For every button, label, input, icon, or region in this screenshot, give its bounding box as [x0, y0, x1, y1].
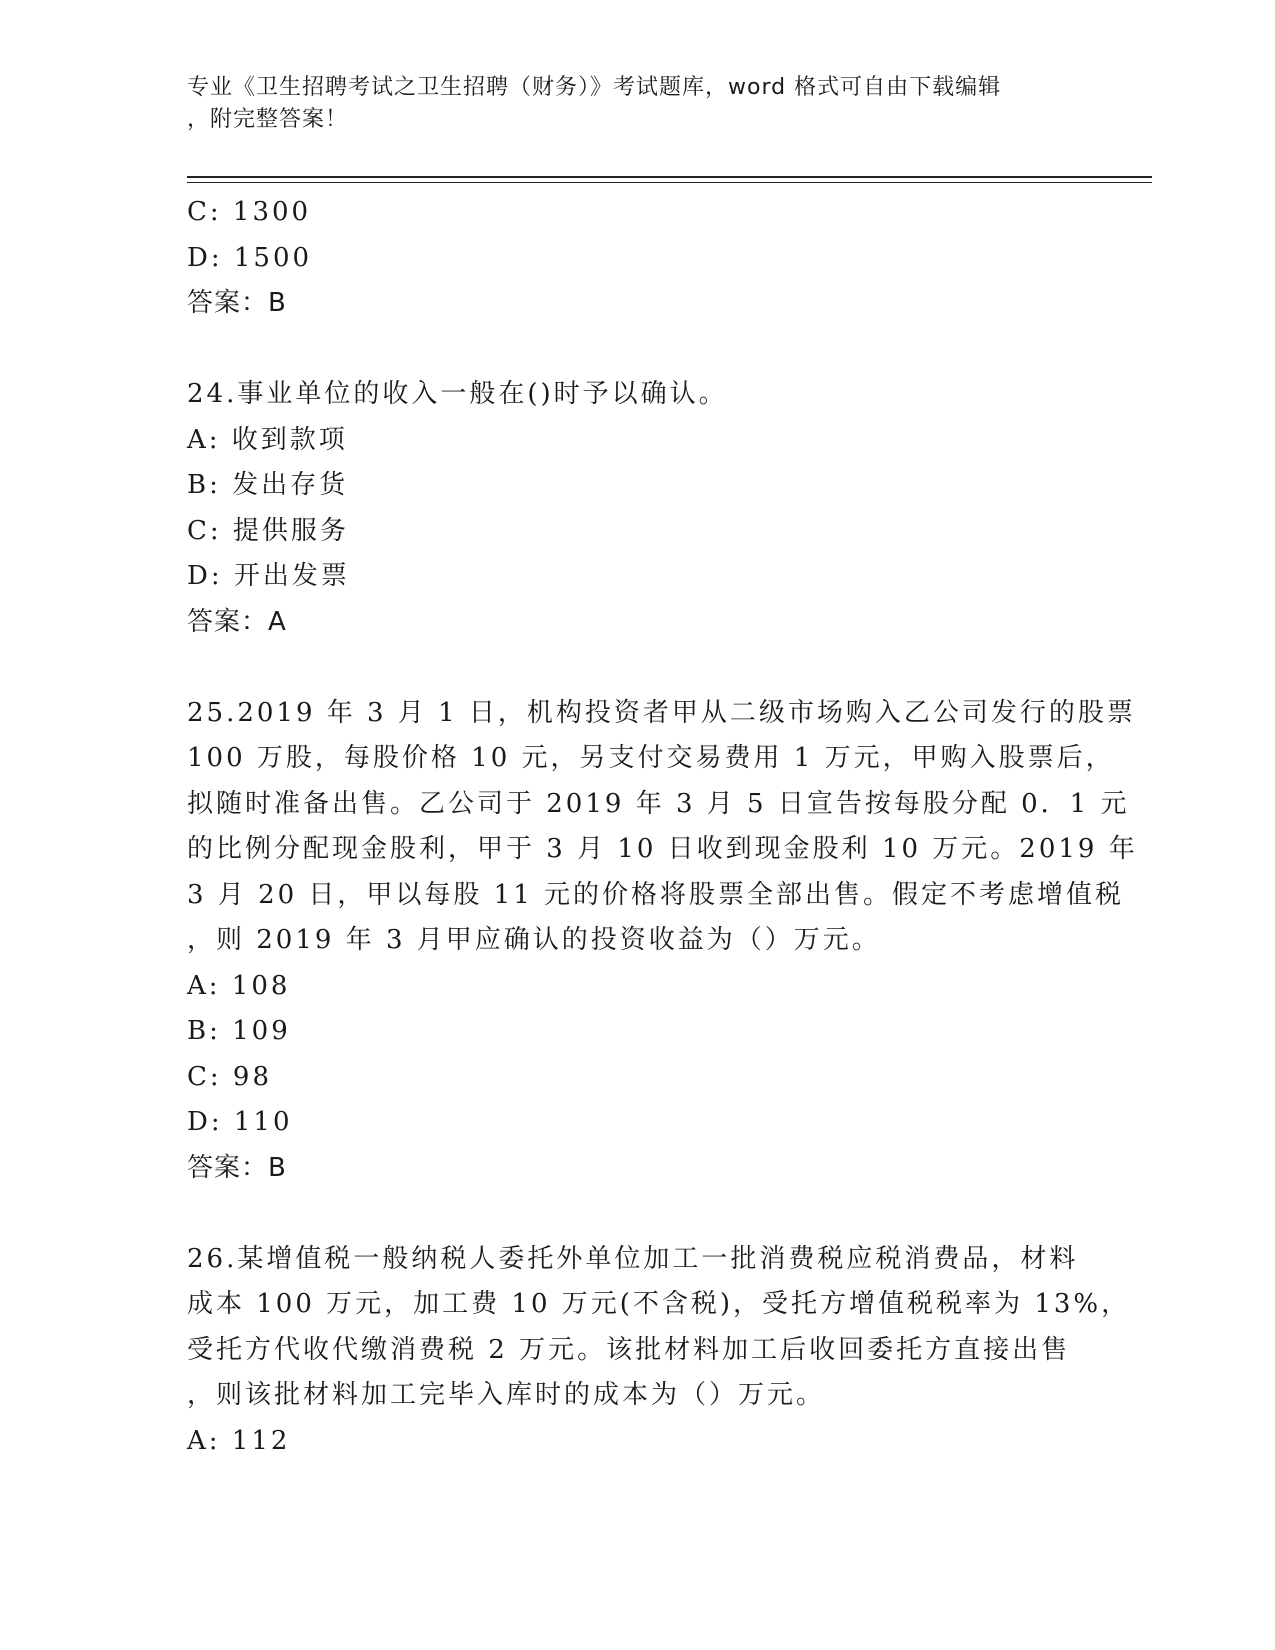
question-stem-line: 25.2019 年 3 月 1 日，机构投资者甲从二级市场购入乙公司发行的股票 — [187, 697, 1136, 728]
question-stem-line: ，则该批材料加工完毕入库时的成本为（）万元。 — [187, 1380, 826, 1410]
question-26 — [187, 1237, 1131, 1465]
question-25 — [187, 691, 1138, 1192]
question-content — [187, 190, 1138, 1464]
question-stem-line: 26.某增值税一般纳税人委托外单位加工一批消费税应税消费品，材料 — [187, 1243, 1079, 1274]
question-stem-line: 成本 100 万元，加工费 10 万元(不含税)，受托方增值税税率为 13%， — [187, 1289, 1131, 1319]
answer-line: 答案：B — [187, 1152, 287, 1183]
answer-line: 答案：A — [187, 606, 287, 637]
header-line-2: ，附完整答案！ — [187, 107, 349, 132]
prev-question — [187, 190, 1087, 327]
option-b: B: 发出存货 — [187, 470, 349, 500]
option-c: C: 98 — [187, 1061, 273, 1092]
option-d: D: 开出发票 — [187, 561, 350, 591]
answer-line: 答案：B — [187, 288, 287, 318]
header-rule-thick — [187, 176, 1152, 178]
question-stem-line: ，则 2019 年 3 月甲应确认的投资收益为（）万元。 — [187, 925, 881, 955]
question-stem-line: 100 万股，每股价格 10 元，另支付交易费用 1 万元，甲购入股票后， — [187, 743, 1115, 773]
spacer — [187, 645, 1087, 691]
question-stem-line: 拟随时准备出售。乙公司于 2019 年 3 月 5 日宣告按每股分配 0．1 元 — [187, 788, 1130, 819]
option-d: D: 1500 — [187, 242, 313, 273]
spacer — [187, 1191, 1087, 1237]
option-b: B: 109 — [187, 1016, 291, 1046]
question-stem: 24.事业单位的收入一般在()时予以确认。 — [187, 379, 728, 409]
option-a: A: 收到款项 — [187, 424, 348, 455]
option-c: C: 提供服务 — [187, 515, 349, 546]
header-line-1: 专业《卫生招聘考试之卫生招聘（财务）》考试题库，word 格式可自由下载编辑 — [187, 75, 1002, 100]
question-stem-line: 受托方代收代缴消费税 2 万元。该批材料加工后收回委托方直接出售 — [187, 1334, 1071, 1365]
header-rule-thin — [187, 182, 1152, 183]
option-a: A: 112 — [187, 1425, 291, 1456]
option-c: C: 1300 — [187, 197, 312, 227]
page-header — [187, 72, 1087, 136]
question-24 — [187, 372, 1087, 645]
question-stem-line: 的比例分配现金股利，甲于 3 月 10 日收到现金股利 10 万元。2019 年 — [187, 834, 1138, 864]
option-d: D: 110 — [187, 1107, 293, 1137]
spacer — [187, 327, 1087, 373]
question-stem-line: 3 月 20 日，甲以每股 11 元的价格将股票全部出售。假定不考虑增值税 — [187, 879, 1125, 910]
option-a: A: 108 — [187, 970, 291, 1001]
